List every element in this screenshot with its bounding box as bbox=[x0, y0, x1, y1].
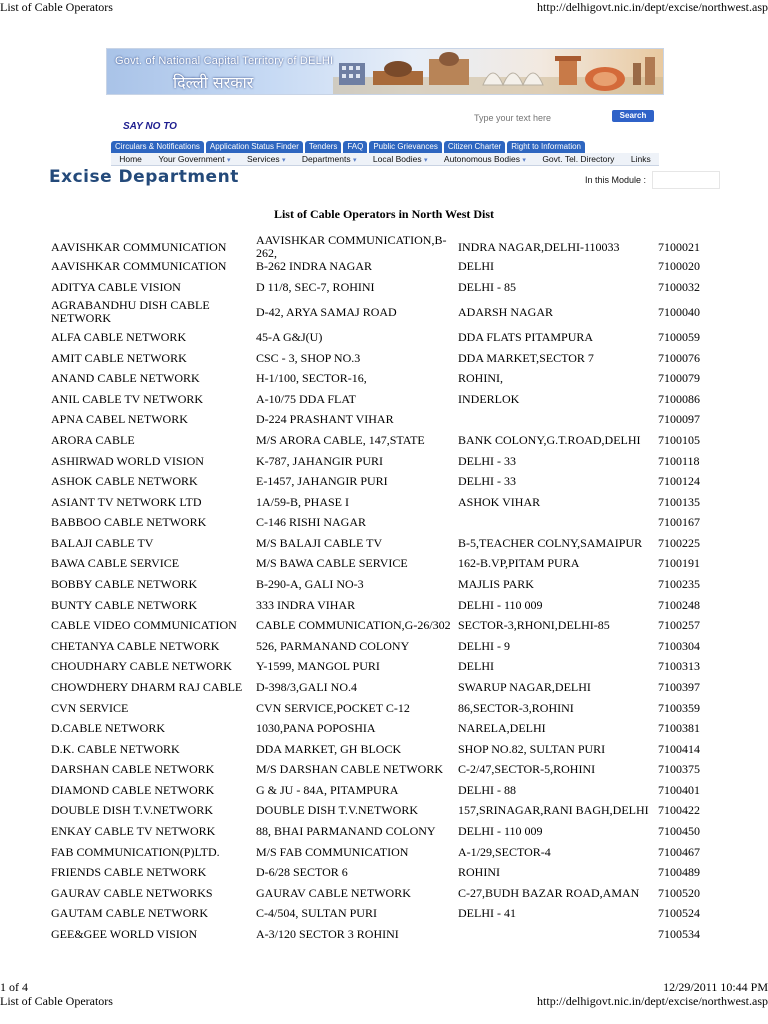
in-this-module-box[interactable] bbox=[652, 171, 720, 189]
print-header-url: http://delhigovt.nic.in/dept/excise/northwest.asp bbox=[537, 0, 768, 14]
address-line-1: E-1457, JAHANGIR PURI bbox=[256, 474, 388, 488]
license-code: 7100167 bbox=[658, 515, 700, 529]
license-code: 7100097 bbox=[658, 412, 700, 426]
address-line-1: M/S BAWA CABLE SERVICE bbox=[256, 556, 408, 570]
license-code: 7100021 bbox=[658, 239, 700, 254]
address-line-2: DELHI - 33 bbox=[458, 454, 516, 468]
address-line-2: A-1/29,SECTOR-4 bbox=[458, 845, 551, 859]
banner-govt-text: Govt. of National Capital Territory of DELHI bbox=[115, 55, 334, 67]
operator-name: DOUBLE DISH T.V.NETWORK bbox=[51, 803, 213, 817]
operator-name: GAUTAM CABLE NETWORK bbox=[51, 906, 209, 920]
license-code: 7100257 bbox=[658, 618, 700, 632]
chevron-down-icon: ▾ bbox=[352, 157, 357, 164]
chevron-down-icon: ▾ bbox=[522, 157, 526, 164]
nav-departments-label: Departments bbox=[301, 154, 351, 164]
address-line-1: 333 INDRA VIHAR bbox=[256, 598, 356, 612]
operator-name: ENKAY CABLE TV NETWORK bbox=[51, 824, 216, 838]
chevron-down-icon: ▾ bbox=[281, 157, 286, 164]
address-line-1: C-4/504, SULTAN PURI bbox=[256, 906, 377, 920]
address-line-2: DELHI - 110 009 bbox=[458, 598, 543, 612]
address-line-2: 162-B.VP,PITAM PURA bbox=[458, 556, 580, 570]
operator-name: GAURAV CABLE NETWORKS bbox=[51, 886, 213, 900]
operator-name: BAWA CABLE SERVICE bbox=[51, 556, 180, 570]
nav-services-label: Services bbox=[246, 154, 280, 164]
operator-name: FAB COMMUNICATION(P)LTD. bbox=[51, 845, 220, 859]
operator-name: CHOUDHARY CABLE NETWORK bbox=[51, 659, 232, 673]
landmarks-skyline-icon bbox=[333, 49, 663, 94]
operator-name: D.CABLE NETWORK bbox=[51, 721, 165, 735]
operator-name: AAVISHKAR COMMUNICATION bbox=[51, 259, 227, 273]
address-line-2: 157,SRINAGAR,RANI BAGH,DELHI bbox=[458, 803, 649, 817]
operator-name: DIAMOND CABLE NETWORK bbox=[51, 783, 215, 797]
address-line-2: DELHI bbox=[458, 659, 494, 673]
print-footer-url: http://delhigovt.nic.in/dept/excise/northwest.asp bbox=[537, 994, 768, 1008]
nav-autonomous-bodies-label: Autonomous Bodies bbox=[443, 154, 520, 164]
address-line-1: C-146 RISHI NAGAR bbox=[256, 515, 367, 529]
address-line-1: M/S BALAJI CABLE TV bbox=[256, 536, 383, 550]
address-line-2: B-5,TEACHER COLNY,SAMAIPUR bbox=[458, 536, 643, 550]
address-line-1: DDA MARKET, GH BLOCK bbox=[256, 742, 402, 756]
address-line-2: DDA MARKET,SECTOR 7 bbox=[458, 351, 594, 365]
license-code: 7100124 bbox=[658, 474, 700, 488]
link-faq[interactable]: FAQ bbox=[343, 141, 367, 153]
address-line-1: A-3/120 SECTOR 3 ROHINI bbox=[256, 927, 399, 941]
license-code: 7100032 bbox=[658, 280, 700, 294]
address-line-2: ADARSH NAGAR bbox=[458, 304, 554, 319]
top-links-bar bbox=[111, 141, 659, 153]
address-line-1: Y-1599, MANGOL PURI bbox=[256, 659, 380, 673]
operator-name: ANAND CABLE NETWORK bbox=[51, 371, 200, 385]
operator-name: CHETANYA CABLE NETWORK bbox=[51, 639, 220, 653]
operator-name: ALFA CABLE NETWORK bbox=[51, 330, 187, 344]
address-line-1: GAURAV CABLE NETWORK bbox=[256, 886, 411, 900]
address-line-1: A-10/75 DDA FLAT bbox=[256, 392, 357, 406]
address-line-2: ASHOK VIHAR bbox=[458, 495, 541, 509]
list-title: List of Cable Operators in North West Dist bbox=[273, 207, 495, 221]
address-line-2: NARELA,DELHI bbox=[458, 721, 546, 735]
license-code: 7100414 bbox=[658, 742, 700, 756]
nav-local-bodies[interactable] bbox=[373, 154, 428, 164]
link-circulars-notifications[interactable]: Circulars & Notifications bbox=[111, 141, 204, 153]
address-line-1: DOUBLE DISH T.V.NETWORK bbox=[256, 803, 418, 817]
address-line-2: DDA FLATS PITAMPURA bbox=[458, 330, 594, 344]
address-line-2: SWARUP NAGAR,DELHI bbox=[458, 680, 591, 694]
address-line-1: CSC - 3, SHOP NO.3 bbox=[256, 351, 361, 365]
address-line-1: AAVISHKAR COMMUNICATION,B-262, bbox=[256, 233, 447, 260]
license-code: 7100135 bbox=[658, 495, 700, 509]
address-line-2: ROHINI bbox=[458, 865, 500, 879]
operator-name: CABLE VIDEO COMMUNICATION bbox=[51, 618, 237, 632]
address-line-1: M/S DARSHAN CABLE NETWORK bbox=[256, 762, 444, 776]
address-line-2: SECTOR-3,RHONI,DELHI-85 bbox=[458, 618, 610, 632]
address-line-1: CVN SERVICE,POCKET C-12 bbox=[256, 701, 410, 715]
nav-your-government[interactable] bbox=[158, 154, 230, 164]
license-code: 7100467 bbox=[658, 845, 700, 859]
address-line-1: M/S FAB COMMUNICATION bbox=[256, 845, 409, 859]
address-line-1: D 11/8, SEC-7, ROHINI bbox=[256, 280, 375, 294]
license-code: 7100020 bbox=[658, 259, 700, 273]
operator-name: BOBBY CABLE NETWORK bbox=[51, 577, 198, 591]
department-title: Excise Department bbox=[49, 167, 239, 187]
main-nav bbox=[111, 153, 659, 166]
nav-home-label: Home bbox=[119, 154, 142, 164]
nav-links[interactable] bbox=[631, 154, 651, 164]
address-line-2: BANK COLONY,G.T.ROAD,DELHI bbox=[458, 433, 641, 447]
address-line-1: 1030,PANA POPOSHIA bbox=[256, 721, 376, 735]
operator-name: FRIENDS CABLE NETWORK bbox=[51, 865, 207, 879]
address-line-1: 88, BHAI PARMANAND COLONY bbox=[256, 824, 436, 838]
address-line-1: B-290-A, GALI NO-3 bbox=[256, 577, 364, 591]
address-line-1: G & JU - 84A, PITAMPURA bbox=[256, 783, 399, 797]
nav-links-label: Links bbox=[630, 154, 651, 164]
operator-name: ADITYA CABLE VISION bbox=[51, 280, 181, 294]
address-line-1: D-6/28 SECTOR 6 bbox=[256, 865, 348, 879]
say-no-to-text: SAY NO TO bbox=[123, 121, 177, 132]
address-line-2: DELHI - 110 009 bbox=[458, 824, 543, 838]
operator-name: D.K. CABLE NETWORK bbox=[51, 742, 180, 756]
license-code: 7100359 bbox=[658, 701, 700, 715]
license-code: 7100489 bbox=[658, 865, 700, 879]
address-line-2: INDERLOK bbox=[458, 392, 520, 406]
address-line-1: M/S ARORA CABLE, 147,STATE bbox=[256, 433, 425, 447]
address-line-2: INDRA NAGAR,DELHI-110033 bbox=[458, 239, 620, 254]
nav-services[interactable] bbox=[247, 154, 285, 164]
operator-name: CVN SERVICE bbox=[51, 701, 129, 715]
operator-name: BABBOO CABLE NETWORK bbox=[51, 515, 207, 529]
address-line-1: D-42, ARYA SAMAJ ROAD bbox=[256, 304, 397, 319]
print-footer-datetime: 12/29/2011 10:44 PM bbox=[663, 980, 768, 994]
license-code: 7100381 bbox=[658, 721, 700, 735]
address-line-2: C-27,BUDH BAZAR ROAD,AMAN bbox=[458, 886, 640, 900]
license-code: 7100422 bbox=[658, 803, 700, 817]
license-code: 7100450 bbox=[658, 824, 700, 838]
address-line-2: SHOP NO.82, SULTAN PURI bbox=[458, 742, 606, 756]
operator-name: ASHIRWAD WORLD VISION bbox=[51, 454, 204, 468]
operator-name: AMIT CABLE NETWORK bbox=[51, 351, 187, 365]
address-line-1: D-224 PRASHANT VIHAR bbox=[256, 412, 394, 426]
address-line-1: K-787, JAHANGIR PURI bbox=[256, 454, 384, 468]
operator-name: BUNTY CABLE NETWORK bbox=[51, 598, 198, 612]
nav-home[interactable] bbox=[119, 154, 142, 164]
address-line-2: 86,SECTOR-3,ROHINI bbox=[458, 701, 574, 715]
chevron-down-icon: ▾ bbox=[227, 157, 231, 164]
address-line-1: CABLE COMMUNICATION,G-26/302 bbox=[256, 618, 451, 632]
license-code: 7100040 bbox=[658, 304, 700, 319]
license-code: 7100118 bbox=[658, 454, 700, 468]
address-line-1: B-262 INDRA NAGAR bbox=[256, 259, 373, 273]
nav-departments[interactable] bbox=[302, 154, 357, 164]
operator-name: DARSHAN CABLE NETWORK bbox=[51, 762, 215, 776]
nav-local-bodies-label: Local Bodies bbox=[372, 154, 422, 164]
operator-name: ASHOK CABLE NETWORK bbox=[51, 474, 198, 488]
address-line-2: DELHI - 41 bbox=[458, 906, 516, 920]
link-right-to-information[interactable]: Right to Information bbox=[507, 141, 585, 153]
address-line-2: DELHI - 88 bbox=[458, 783, 516, 797]
license-code: 7100534 bbox=[658, 927, 700, 941]
license-code: 7100520 bbox=[658, 886, 700, 900]
license-code: 7100059 bbox=[658, 330, 700, 344]
search-input[interactable] bbox=[472, 110, 604, 126]
operator-name: ARORA CABLE bbox=[51, 433, 135, 447]
operator-name: ASIANT TV NETWORK LTD bbox=[51, 495, 202, 509]
license-code: 7100086 bbox=[658, 392, 700, 406]
address-line-2: C-2/47,SECTOR-5,ROHINI bbox=[458, 762, 596, 776]
license-code: 7100313 bbox=[658, 659, 700, 673]
address-line-1: H-1/100, SECTOR-16, bbox=[256, 371, 367, 385]
address-line-1: 45-A G&J(U) bbox=[256, 330, 323, 344]
nav-govt-tel-directory-label: Govt. Tel. Directory bbox=[542, 154, 615, 164]
license-code: 7100079 bbox=[658, 371, 700, 385]
search-button[interactable]: Search bbox=[612, 110, 654, 122]
license-code: 7100524 bbox=[658, 906, 700, 920]
print-header-title: List of Cable Operators bbox=[0, 0, 113, 14]
in-this-module-label: In this Module : bbox=[585, 175, 647, 185]
license-code: 7100401 bbox=[658, 783, 700, 797]
address-line-1: 1A/59-B, PHASE I bbox=[256, 495, 350, 509]
license-code: 7100191 bbox=[658, 556, 700, 570]
license-code: 7100105 bbox=[658, 433, 700, 447]
print-footer-title: List of Cable Operators bbox=[0, 994, 113, 1008]
delhi-govt-banner bbox=[106, 48, 664, 95]
nav-govt-tel-directory[interactable] bbox=[542, 154, 614, 164]
address-line-2: ROHINI, bbox=[458, 371, 503, 385]
link-citizen-charter[interactable]: Citizen Charter bbox=[444, 141, 505, 153]
license-code: 7100248 bbox=[658, 598, 700, 612]
license-code: 7100225 bbox=[658, 536, 700, 550]
link-tenders[interactable]: Tenders bbox=[305, 141, 341, 153]
operator-name: APNA CABEL NETWORK bbox=[51, 412, 188, 426]
nav-your-government-label: Your Government bbox=[158, 154, 225, 164]
operator-name: ANIL CABLE TV NETWORK bbox=[51, 392, 204, 406]
operator-name: CHOWDHERY DHARM RAJ CABLE bbox=[51, 680, 243, 694]
chevron-down-icon: ▾ bbox=[423, 157, 428, 164]
link-application-status-finder[interactable]: Application Status Finder bbox=[206, 141, 303, 153]
license-code: 7100235 bbox=[658, 577, 700, 591]
address-line-2: DELHI - 9 bbox=[458, 639, 510, 653]
address-line-2: DELHI - 85 bbox=[458, 280, 516, 294]
operator-name: AGRABANDHU DISH CABLE NETWORK bbox=[51, 298, 210, 325]
print-footer-page-count: 1 of 4 bbox=[0, 980, 28, 994]
license-code: 7100076 bbox=[658, 351, 700, 365]
operator-name: GEE&GEE WORLD VISION bbox=[51, 927, 198, 941]
operator-name: BALAJI CABLE TV bbox=[51, 536, 154, 550]
address-line-1: D-398/3,GALI NO.4 bbox=[256, 680, 357, 694]
license-code: 7100375 bbox=[658, 762, 700, 776]
address-line-2: DELHI bbox=[458, 259, 494, 273]
nav-autonomous-bodies[interactable] bbox=[444, 154, 526, 164]
link-public-grievances[interactable]: Public Grievances bbox=[369, 141, 441, 153]
banner-hindi-text: दिल्ली सरकार bbox=[173, 73, 254, 92]
address-line-2: MAJLIS PARK bbox=[458, 577, 534, 591]
address-line-1: 526, PARMANAND COLONY bbox=[256, 639, 410, 653]
license-code: 7100304 bbox=[658, 639, 700, 653]
address-line-2: DELHI - 33 bbox=[458, 474, 516, 488]
license-code: 7100397 bbox=[658, 680, 700, 694]
operator-name: AAVISHKAR COMMUNICATION bbox=[51, 239, 227, 254]
